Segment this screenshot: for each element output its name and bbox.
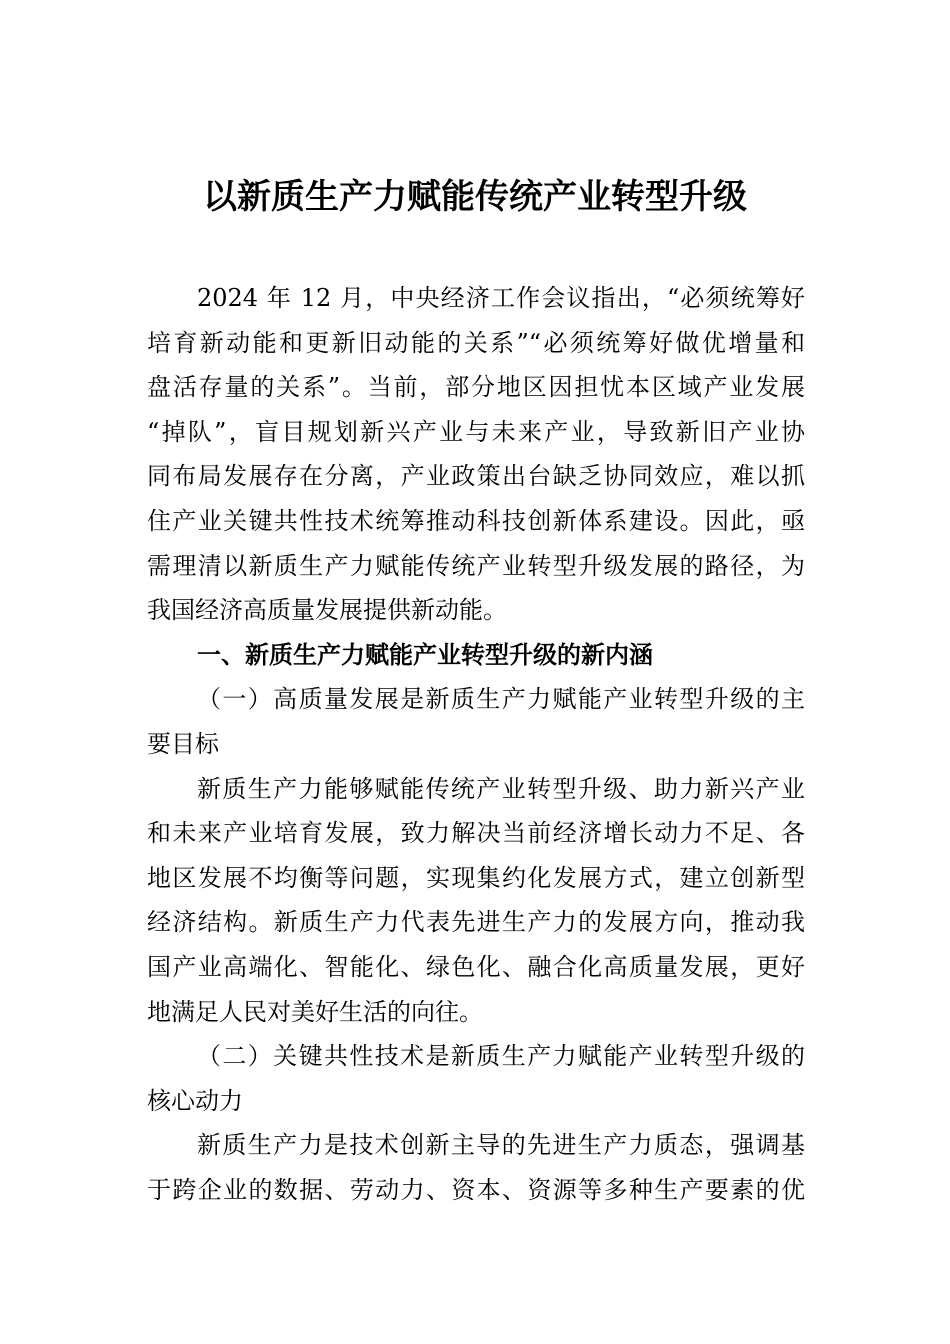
- paragraph-line: 新质生产力是技术创新主导的先进生产力质态，强调基: [197, 1131, 805, 1160]
- paragraph-line: 同布局发展存在分离，产业政策出台缺乏协同效应，难以抓: [147, 462, 805, 491]
- paragraph-line: 经济结构。新质生产力代表先进生产力的发展方向，推动我: [147, 908, 805, 937]
- subsection-heading: （一）高质量发展是新质生产力赋能产业转型升级的主: [197, 685, 805, 714]
- subsection-heading: 核心动力: [147, 1086, 243, 1115]
- paragraph-line: 地区发展不均衡等问题，实现集约化发展方式，建立创新型: [147, 863, 805, 892]
- section-heading: 一、新质生产力赋能产业转型升级的新内涵: [197, 640, 653, 669]
- paragraph-line: 培育新动能和更新旧动能的关系”“必须统筹好做优增量和: [147, 328, 805, 357]
- paragraph-line: 需理清以新质生产力赋能传统产业转型升级发展的路径，为: [147, 551, 805, 580]
- paragraph-line: 新质生产力能够赋能传统产业转型升级、助力新兴产业: [197, 774, 805, 803]
- paragraph-line: 2024 年 12 月，中央经济工作会议指出，“必须统筹好: [197, 284, 805, 312]
- paragraph-line: 我国经济高质量发展提供新动能。: [147, 596, 507, 625]
- paragraph-line: “掉队”，盲目规划新兴产业与未来产业，导致新旧产业协: [147, 417, 805, 446]
- paragraph-line: 于跨企业的数据、劳动力、资本、资源等多种生产要素的优: [147, 1175, 805, 1204]
- paragraph-line: 和未来产业培育发展，致力解决当前经济增长动力不足、各: [147, 819, 805, 848]
- paragraph-line: 盘活存量的关系”。当前，部分地区因担忧本区域产业发展: [147, 373, 805, 402]
- subsection-heading: 要目标: [147, 729, 219, 758]
- document-title: 以新质生产力赋能传统产业转型升级: [203, 177, 747, 217]
- document-body: [147, 276, 805, 1212]
- paragraph-line: 地满足人民对美好生活的向往。: [147, 997, 483, 1026]
- paragraph-line: 国产业高端化、智能化、绿色化、融合化高质量发展，更好: [147, 952, 805, 981]
- paragraph-line: 住产业关键共性技术统筹推动科技创新体系建设。因此，亟: [147, 506, 805, 535]
- subsection-heading: （二）关键共性技术是新质生产力赋能产业转型升级的: [197, 1042, 805, 1071]
